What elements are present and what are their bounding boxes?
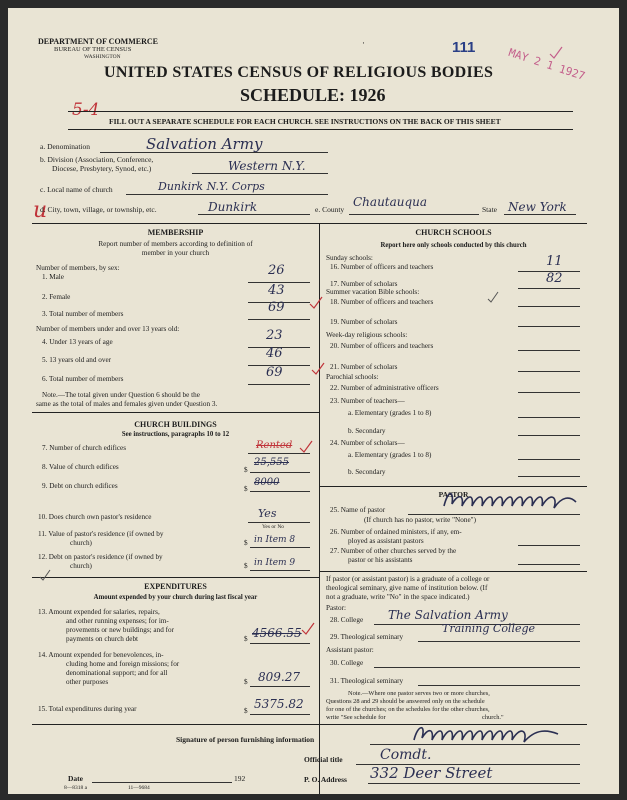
city-value[interactable]: Dunkirk [208, 200, 258, 214]
denomination-value[interactable]: Salvation Army [146, 135, 263, 153]
q15-dollar: $ [244, 707, 248, 715]
q14-dollar: $ [244, 678, 248, 686]
yes-no-hint: Yes or No [262, 524, 285, 530]
red-check-icon [298, 440, 314, 456]
red-mark-5-4: 5-4 [72, 100, 100, 120]
pastor-note-4: write "See schedule for [326, 714, 386, 721]
q14-label-4: other purposes [66, 678, 109, 686]
q13-label-2: and other running expenses; for im- [66, 617, 169, 625]
members-by-sex-label: Number of members, by sex: [36, 264, 120, 272]
q8-label: 8. Value of church edifices [42, 463, 119, 471]
q13-label-3: provements or new buildings; and for [66, 626, 174, 634]
q21-label: 21. Number of scholars [330, 363, 398, 371]
schedule-number: 111 [452, 39, 476, 56]
q14-label-2: cluding home and foreign missions; for [66, 660, 180, 668]
q15-label: 15. Total expenditures during year [38, 705, 137, 713]
membership-note-2: same as the total of males and females given under Question 3. [36, 400, 218, 408]
division-label: b. Division (Association, Conference, [40, 155, 154, 164]
graduate-instruction-1: If pastor (or assistant pastor) is a graduate of a college or [326, 575, 490, 583]
bureau-name: BUREAU OF THE CENSUS [54, 46, 132, 53]
red-check-icon [308, 296, 324, 310]
pencil-check-icon [486, 290, 500, 304]
signature-label: Signature of person furnishing information [176, 735, 315, 744]
pastor-note-1: Note.—Where one pastor serves two or more churches, [348, 690, 490, 697]
q16-label: 16. Number of officers and teachers [330, 263, 434, 271]
assistant-pastor-label: Assistant pastor: [326, 646, 374, 654]
state-label: State [482, 205, 497, 214]
q3-label: 3. Total number of members [42, 310, 124, 318]
q6-value[interactable]: 69 [266, 365, 283, 380]
q12-label: 12. Debt on pastor's residence (if owned by [38, 553, 163, 561]
local-name-label: c. Local name of church [40, 185, 113, 194]
buildings-heading: CHURCH BUILDINGS [134, 420, 217, 429]
local-name-value[interactable]: Dunkirk N.Y. Corps [158, 180, 265, 193]
q14-label-3: denominational support; and for all [66, 669, 168, 677]
q10-label: 10. Does church own pastor's residence [38, 513, 152, 521]
q5-label: 5. 13 years old and over [42, 356, 112, 364]
instruction-line: FILL OUT A SEPARATE SCHEDULE FOR EACH CHURCH. SEE INSTRUCTIONS ON THE BACK OF THIS SHEET [109, 117, 501, 126]
q29-value[interactable]: Training College [442, 622, 536, 635]
signature-value[interactable] [8, 8, 12, 9]
red-mark-u: u [33, 198, 48, 223]
denomination-label: a. Denomination [40, 142, 90, 151]
header-dot: · [362, 38, 365, 48]
q18-label: 18. Number of officers and teachers [330, 298, 434, 306]
q10-value[interactable]: Yes [258, 507, 277, 520]
q5-value[interactable]: 46 [266, 346, 283, 361]
q12-dollar: $ [244, 562, 248, 570]
q9-dollar: $ [244, 485, 248, 493]
county-label: e. County [315, 205, 345, 214]
po-address-label: P. O. Address [304, 775, 347, 784]
q14-label: 14. Amount expended for benevolences, in- [38, 651, 164, 659]
q12-label-2: church) [70, 562, 92, 570]
q20-label: 20. Number of officers and teachers [330, 342, 434, 350]
q4-label: 4. Under 13 years of age [42, 338, 113, 346]
q11-label-2: church) [70, 539, 92, 547]
city-label: d. City, town, village, or township, etc. [40, 205, 157, 214]
county-value[interactable]: Chautauqua [353, 195, 428, 209]
q2-value[interactable]: 43 [268, 283, 285, 298]
city-name: WASHINGTON [84, 54, 121, 60]
q11-dollar: $ [244, 539, 248, 547]
form-code-1: 8—8318 a [64, 785, 88, 791]
q9-value[interactable]: 8000 [254, 477, 280, 488]
q1-label: 1. Male [42, 273, 64, 281]
q24-label: 24. Number of scholars— [330, 439, 405, 447]
q6-label: 6. Total number of members [42, 375, 124, 383]
q13-label-4: payments on church debt [66, 635, 139, 643]
q27-label: 27. Number of other churches served by the [330, 547, 457, 555]
membership-intro-1: Report number of members according to definition of [98, 240, 253, 248]
q23b-label: b. Secondary [348, 427, 386, 435]
pastor-subsection-label: Pastor: [326, 604, 346, 612]
date-year: 192 [234, 774, 246, 783]
q11-value[interactable]: in Item 8 [254, 535, 296, 545]
q15-value[interactable]: 5375.82 [254, 697, 304, 711]
sunday-schools-label: Sunday schools: [326, 254, 373, 262]
q28-label: 28. College [330, 616, 364, 624]
official-title-label: Official title [304, 755, 343, 764]
q11-label: 11. Value of pastor's residence (if owned by [38, 530, 164, 538]
form-title: UNITED STATES CENSUS OF RELIGIOUS BODIES [104, 64, 494, 81]
expenditures-heading: EXPENDITURES [144, 582, 207, 591]
q19-label: 19. Number of scholars [330, 318, 398, 326]
parochial-schools-label: Parochial schools: [326, 373, 379, 381]
state-value[interactable]: New York [508, 200, 567, 214]
date-label: Date [68, 774, 83, 783]
pastor-signature-scribble [438, 486, 588, 516]
q8-dollar: $ [244, 466, 248, 474]
q13-value[interactable]: 4566.55 [252, 626, 302, 640]
expenditures-subheading: Amount expended by your church during last fiscal year [93, 594, 258, 601]
q28-value[interactable]: The Salvation Army [388, 608, 508, 622]
q7-label: 7. Number of church edifices [42, 444, 127, 452]
department-name: DEPARTMENT OF COMMERCE [38, 37, 159, 46]
q17-value[interactable]: 82 [546, 271, 563, 286]
division-value[interactable]: Western N.Y. [228, 159, 306, 173]
q30-label: 30. College [330, 659, 364, 667]
q23a-label: a. Elementary (grades 1 to 8) [348, 409, 432, 417]
membership-note-1: Note.—The total given under Question 6 should be the [42, 391, 200, 399]
schools-heading: CHURCH SCHOOLS [415, 228, 492, 237]
po-address-value[interactable]: 332 Deer Street [370, 764, 493, 782]
q4-value[interactable]: 23 [266, 328, 283, 343]
census-schedule-sheet [8, 8, 619, 794]
q1-value[interactable]: 26 [268, 263, 285, 278]
pastor-note-5: church." [482, 714, 504, 721]
q26-label: 26. Number of ordained ministers, if any, em- [330, 528, 462, 536]
q31-label: 31. Theological seminary [330, 677, 404, 685]
membership-heading: MEMBERSHIP [147, 228, 204, 237]
q17-label: 17. Number of scholars [330, 280, 398, 288]
form-subtitle: SCHEDULE: 1926 [240, 85, 386, 105]
q24b-label: b. Secondary [348, 468, 386, 476]
q12-value[interactable]: in Item 9 [254, 558, 296, 568]
q2-label: 2. Female [42, 293, 71, 301]
q13-label: 13. Amount expended for salaries, repairs, [38, 608, 160, 616]
q16-value[interactable]: 11 [546, 254, 563, 269]
under-over-label: Number of members under and over 13 years old: [36, 325, 180, 333]
q9-label: 9. Debt on church edifices [42, 482, 118, 490]
q8-value[interactable]: 25,555 [254, 457, 289, 468]
red-check-icon [548, 46, 564, 62]
division-label-2: Diocese, Presbytery, Synod, etc.) [52, 164, 152, 173]
q23-label: 23. Number of teachers— [330, 397, 405, 405]
q25-label: 25. Name of pastor [330, 506, 386, 514]
q13-dollar: $ [244, 635, 248, 643]
membership-intro-2: member in your church [141, 249, 210, 257]
summer-schools-label: Summer vacation Bible schools: [326, 288, 420, 296]
signature-scribble [408, 720, 568, 748]
q3-value[interactable]: 69 [268, 300, 285, 315]
q22-label: 22. Number of administrative officers [330, 384, 439, 392]
red-check-icon [310, 362, 326, 376]
q7-value[interactable]: Rented [256, 440, 293, 451]
red-check-icon [300, 622, 316, 638]
graduate-instruction-3: not a graduate, write "No" in the space indicated.) [326, 593, 470, 601]
q14-value[interactable]: 809.27 [258, 670, 300, 684]
received-date-stamp: MAY 2 1 1927 [506, 46, 587, 83]
q25-note: (If church has no pastor, write "None") [364, 516, 476, 524]
pastor-heading: PASTOR [438, 490, 469, 499]
official-title-value[interactable]: Comdt. [380, 747, 432, 763]
schools-subheading: Report here only schools conducted by this church [380, 242, 527, 249]
buildings-subheading: See instructions, paragraphs 10 to 12 [121, 431, 230, 438]
pastor-note-2: Questions 28 and 29 should be answered only on the schedule [326, 698, 485, 705]
q27-label-2: pastor or his assistants [348, 556, 413, 564]
form-code-2: 11—9684 [128, 785, 150, 791]
pastor-note-3: for one of the churches; on the schedules for the other churches, [326, 706, 490, 713]
q29-label: 29. Theological seminary [330, 633, 404, 641]
pencil-check-icon [38, 568, 52, 582]
graduate-instruction-2: theological seminary, give name of institution below. (If [326, 584, 488, 592]
q24a-label: a. Elementary (grades 1 to 8) [348, 451, 432, 459]
weekday-schools-label: Week-day religious schools: [326, 331, 408, 339]
q26-label-2: ployed as assistant pastors [348, 537, 424, 545]
